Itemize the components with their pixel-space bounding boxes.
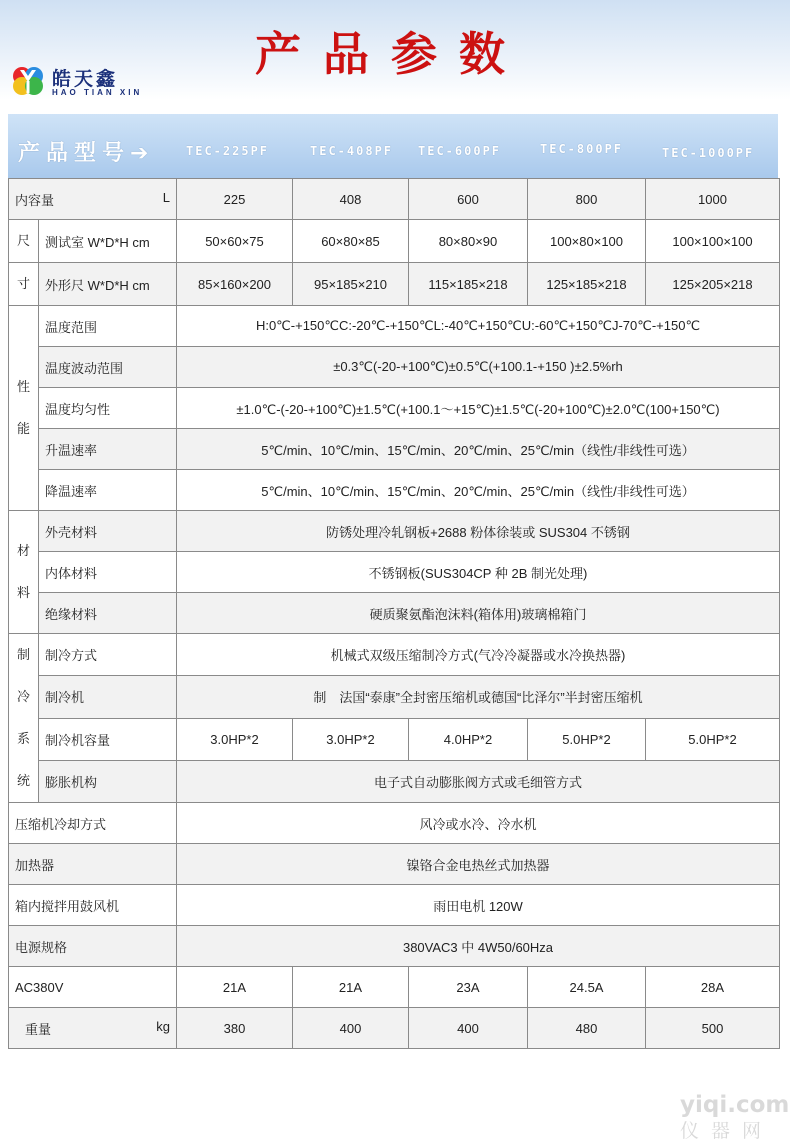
- cell-test-chamber: 100×100×100: [646, 220, 780, 263]
- row-label-cool-rate: 降温速率: [39, 470, 177, 511]
- row-label-comp-capacity: 制冷机容量: [39, 718, 177, 760]
- table-row-shell-material: [9, 511, 780, 552]
- cell-capacity: 600: [409, 179, 528, 220]
- table-row-comp-cooling: [9, 803, 780, 844]
- model-name-225: TEC-225PF: [186, 144, 270, 158]
- row-label-temp-uniform: 温度均匀性: [39, 388, 177, 429]
- cell-weight: 380: [177, 1008, 293, 1049]
- row-label-heater: 加热器: [9, 844, 177, 885]
- arrow-right-icon: ➔: [130, 141, 149, 166]
- table-row-expansion: [9, 760, 780, 802]
- group-label-size: 尺: [9, 220, 39, 263]
- row-label-weight: 重量 kg: [9, 1008, 177, 1049]
- table-row-test-chamber: [9, 220, 780, 263]
- cell-outer-size: 125×205×218: [646, 263, 780, 306]
- row-label-temp-range: 温度范围: [39, 306, 177, 347]
- cell-current: 23A: [409, 967, 528, 1008]
- table-row-temp-uniform: [9, 388, 780, 429]
- watermark-text-cn: 仪器网: [680, 1121, 774, 1142]
- cell-current: 24.5A: [528, 967, 646, 1008]
- cell-heat-rate: 5℃/min、10℃/min、15℃/min、20℃/min、25℃/min（线性/非线性可选）: [177, 429, 780, 470]
- cell-test-chamber: 100×80×100: [528, 220, 646, 263]
- row-label-fan: 箱内搅拌用鼓风机: [9, 885, 177, 926]
- table-row-heater: [9, 844, 780, 885]
- row-label-current: AC380V: [9, 967, 177, 1008]
- cell-heater: 镍铬合金电热丝式加热器: [177, 844, 780, 885]
- cell-expansion: 电子式自动膨胀阀方式或毛细管方式: [177, 760, 780, 802]
- cell-comp-capacity: 5.0HP*2: [646, 718, 780, 760]
- watermark-text: yiqi.com: [680, 1092, 790, 1118]
- cell-comp-capacity: 3.0HP*2: [177, 718, 293, 760]
- row-label-inner-material: 内体材料: [39, 552, 177, 593]
- table-row-insulation: [9, 593, 780, 634]
- group-label-performance: 性 能: [9, 306, 39, 511]
- header-banner: [0, 0, 790, 100]
- row-label-temp-fluct: 温度波动范围: [39, 347, 177, 388]
- model-header-bar: [8, 114, 778, 178]
- table-row-cool-rate: [9, 470, 780, 511]
- cell-weight: 400: [293, 1008, 409, 1049]
- cell-test-chamber: 60×80×85: [293, 220, 409, 263]
- table-row-inner-material: [9, 552, 780, 593]
- row-label-capacity: 内容量 L: [9, 179, 177, 220]
- cell-temp-range: H:0℃-+150℃C:-20℃-+150℃L:-40℃+150℃U:-60℃+150℃J-70℃-+150℃: [177, 306, 780, 347]
- table-row-current: [9, 967, 780, 1008]
- model-name-1000: TEC-1000PF: [662, 146, 755, 160]
- brand-name: 皓天鑫: [52, 68, 119, 90]
- cell-power: 380VAC3 中 4W50/60Hza: [177, 926, 780, 967]
- table-row-outer-size: [9, 263, 780, 306]
- model-name-600: TEC-600PF: [418, 144, 502, 158]
- cell-cool-rate: 5℃/min、10℃/min、15℃/min、20℃/min、25℃/min（线性/非线性可选）: [177, 470, 780, 511]
- cell-capacity: 1000: [646, 179, 780, 220]
- cell-shell-material: 防锈处理冷轧钢板+2688 粉体徐装或 SUS304 不锈钢: [177, 511, 780, 552]
- model-name-800: TEC-800PF: [540, 142, 624, 156]
- cell-fan: 雨田电机 120W: [177, 885, 780, 926]
- row-label-heat-rate: 升温速率: [39, 429, 177, 470]
- table-row-comp-capacity: [9, 718, 780, 760]
- cell-comp-capacity: 4.0HP*2: [409, 718, 528, 760]
- cell-temp-fluct: ±0.3℃(-20-+100℃)±0.5℃(+100.1-+150 )±2.5%rh: [177, 347, 780, 388]
- table-row-power: [9, 926, 780, 967]
- cell-outer-size: 115×185×218: [409, 263, 528, 306]
- logo-icon: [10, 62, 46, 98]
- cell-comp-cooling: 风冷或水冷、冷水机: [177, 803, 780, 844]
- cell-capacity: 800: [528, 179, 646, 220]
- page-title: 产品参数: [255, 27, 527, 81]
- model-name-408: TEC-408PF: [310, 144, 394, 158]
- cell-outer-size: 95×185×210: [293, 263, 409, 306]
- table-row-heat-rate: [9, 429, 780, 470]
- cell-current: 21A: [293, 967, 409, 1008]
- cell-cooling-method: 机械式双级压缩制冷方式(气冷冷凝器或水冷换热器): [177, 634, 780, 676]
- cell-current: 21A: [177, 967, 293, 1008]
- row-label-power: 电源规格: [9, 926, 177, 967]
- row-label-expansion: 膨胀机构: [39, 760, 177, 802]
- brand-name-en: HAO TIAN XIN: [52, 88, 143, 97]
- cell-comp-capacity: 3.0HP*2: [293, 718, 409, 760]
- cell-insulation: 硬质聚氨酯泡沫料(箱体用)玻璃棉箱门: [177, 593, 780, 634]
- cell-temp-uniform: ±1.0℃-(-20-+100℃)±1.5℃(+100.1～+15℃)±1.5℃(-20+100℃)±2.0℃(100+150℃): [177, 388, 780, 429]
- row-label-outer-size: 外形尺 W*D*H cm: [39, 263, 177, 306]
- cell-weight: 500: [646, 1008, 780, 1049]
- group-label-material: 材 料: [9, 511, 39, 634]
- cell-outer-size: 85×160×200: [177, 263, 293, 306]
- cell-capacity: 408: [293, 179, 409, 220]
- table-row-compressor: [9, 676, 780, 718]
- table-row-capacity: [9, 179, 780, 220]
- row-label-compressor: 制冷机: [39, 676, 177, 718]
- row-label-comp-cooling: 压缩机冷却方式: [9, 803, 177, 844]
- cell-test-chamber: 80×80×90: [409, 220, 528, 263]
- spec-table: [8, 178, 780, 1049]
- cell-capacity: 225: [177, 179, 293, 220]
- cell-weight: 480: [528, 1008, 646, 1049]
- cell-compressor: 制 法国“泰康”全封密压缩机或德国“比泽尔”半封密压缩机: [177, 676, 780, 718]
- cell-test-chamber: 50×60×75: [177, 220, 293, 263]
- row-label-shell-material: 外壳材料: [39, 511, 177, 552]
- cell-outer-size: 125×185×218: [528, 263, 646, 306]
- row-label-insulation: 绝缘材料: [39, 593, 177, 634]
- cell-inner-material: 不锈钢板(SUS304CP 种 2B 制光处理): [177, 552, 780, 593]
- table-row-weight: [9, 1008, 780, 1049]
- cell-weight: 400: [409, 1008, 528, 1049]
- table-row-cooling-method: [9, 634, 780, 676]
- cell-current: 28A: [646, 967, 780, 1008]
- table-row-temp-range: [9, 306, 780, 347]
- table-row-temp-fluct: [9, 347, 780, 388]
- model-label: 产品型号➔: [18, 141, 149, 166]
- row-label-test-chamber: 测试室 W*D*H cm: [39, 220, 177, 263]
- row-label-cooling-method: 制冷方式: [39, 634, 177, 676]
- table-row-fan: [9, 885, 780, 926]
- cell-comp-capacity: 5.0HP*2: [528, 718, 646, 760]
- group-label-cooling: 制 冷 系 统: [9, 634, 39, 803]
- group-label-size: 寸: [9, 263, 39, 306]
